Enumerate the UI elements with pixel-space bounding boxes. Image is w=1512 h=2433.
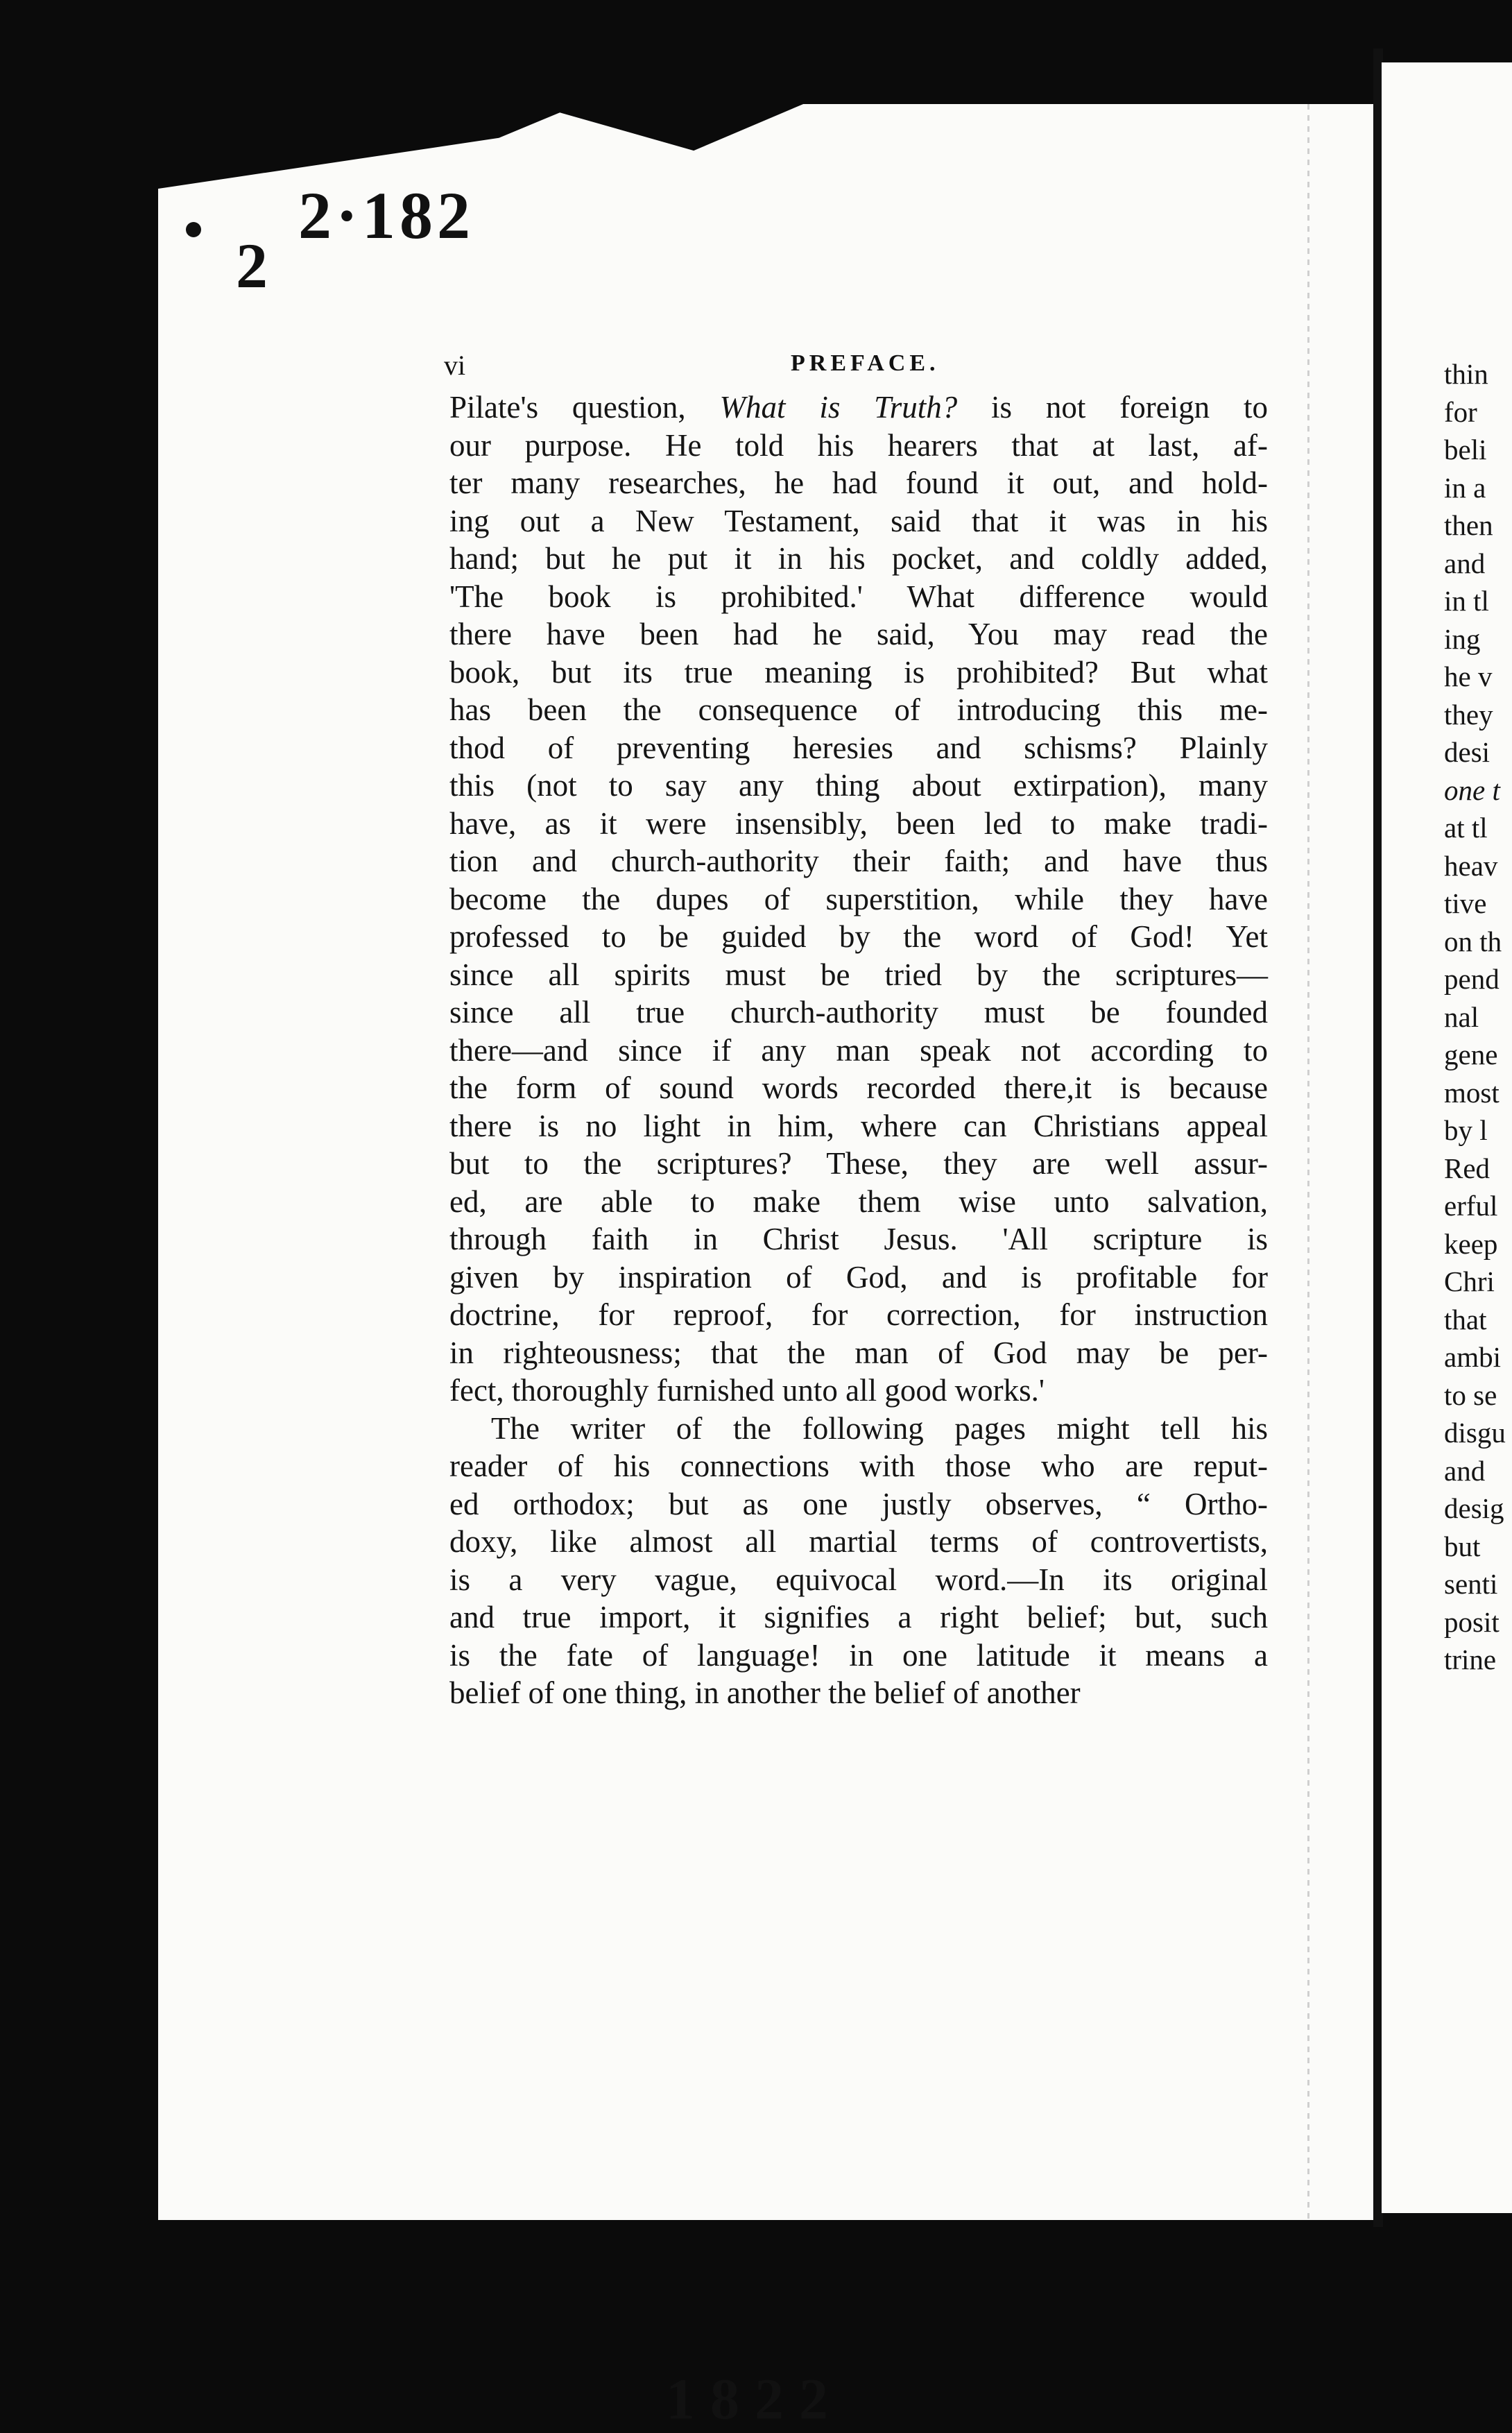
text-line: since all spirits must be tried by the scriptures— xyxy=(449,957,1268,992)
text-line: our purpose. He told his hearers that at last, af- xyxy=(449,427,1268,463)
page-number: vi xyxy=(444,350,466,381)
facing-page-text-fragments xyxy=(1444,355,1506,1679)
text-line: belief of one thing, in another the belief of another xyxy=(449,1675,1081,1710)
text-line: there is no light in him, where can Christians appeal xyxy=(449,1108,1268,1143)
handwritten-mark-top: 2·182 xyxy=(298,178,475,253)
fragment-line: disgu xyxy=(1444,1417,1506,1449)
fragment-line: pend xyxy=(1444,963,1500,995)
text-line: is a very vague, equivocal word.—In its original xyxy=(449,1562,1268,1597)
text-line: there have been had he said, You may read the xyxy=(449,617,1268,651)
fragment-line: for xyxy=(1444,395,1477,428)
ink-dot xyxy=(186,222,201,237)
text-line: doctrine, for reproof, for correction, for instruction xyxy=(449,1297,1268,1332)
text-line: professed to be guided by the word of God! Yet xyxy=(449,919,1268,954)
handwritten-mark-bottom: 1822 xyxy=(666,2367,843,2432)
fragment-line: ambi xyxy=(1444,1341,1501,1373)
fragment-line: trine xyxy=(1444,1644,1497,1675)
text-line: ing out a New Testament, said that it was in his xyxy=(449,503,1268,538)
text-line: hand; but he put it in his pocket, and coldly added, xyxy=(449,541,1268,576)
text-line: is the fate of language! in one latitude it means a xyxy=(449,1637,1268,1673)
text-line: Pilate's question, What is Truth? is not foreign to xyxy=(449,390,1268,425)
text-line: doxy, like almost all martial terms of controvertists, xyxy=(449,1524,1268,1559)
text-line: become the dupes of superstition, while they have xyxy=(449,881,1268,916)
text-line: tion and church-authority their faith; and have thus xyxy=(449,844,1268,878)
fragment-line: and xyxy=(1444,547,1486,579)
text-line: thod of preventing heresies and schisms? Plainly xyxy=(449,730,1268,765)
fragment-line: Chri xyxy=(1444,1265,1495,1297)
fragment-line: in a xyxy=(1444,471,1486,504)
fragment-line: ing xyxy=(1444,622,1481,655)
fragment-line: nal xyxy=(1444,1000,1479,1033)
fragment-line: they xyxy=(1444,698,1493,731)
text-line: through faith in Christ Jesus. 'All scripture is xyxy=(449,1222,1268,1256)
fragment-line: by l xyxy=(1444,1114,1488,1146)
fragment-line: posit xyxy=(1444,1605,1500,1638)
text-line: The writer of the following pages might tell his xyxy=(491,1410,1268,1446)
text-line: ter many researches, he had found it out, and hold- xyxy=(449,466,1268,500)
text-line: and true import, it signifies a right belief; but, such xyxy=(449,1600,1268,1634)
fragment-line: and xyxy=(1444,1454,1486,1487)
text-line: have, as it were insensibly, been led to make tradi- xyxy=(449,805,1268,841)
fragment-line: desi xyxy=(1444,736,1490,768)
fragment-line: that xyxy=(1444,1303,1487,1335)
text-line: since all true church-authority must be founded xyxy=(449,995,1268,1030)
fragment-line: one t xyxy=(1444,774,1500,806)
fragment-line: beli xyxy=(1444,434,1487,466)
text-line: in righteousness; that the man of God may be per- xyxy=(449,1335,1268,1370)
text-line: given by inspiration of God, and is profitable for xyxy=(449,1259,1268,1295)
preface-body-text xyxy=(449,389,1268,1712)
fragment-line: he v xyxy=(1444,660,1493,692)
fragment-line: thin xyxy=(1444,358,1488,390)
fragment-line: then xyxy=(1444,509,1493,541)
fragment-line: gene xyxy=(1444,1039,1498,1070)
fragment-line: keep xyxy=(1444,1227,1498,1260)
fragment-line: erful xyxy=(1444,1190,1498,1222)
text-line: there—and since if any man speak not according to xyxy=(449,1032,1268,1068)
handwritten-mark-side: 2 xyxy=(236,230,268,301)
text-line: this (not to say any thing about extirpation), many xyxy=(449,768,1268,803)
fragment-line: but xyxy=(1444,1530,1481,1562)
text-line: ed, are able to make them wise unto salvation, xyxy=(449,1184,1268,1219)
fragment-line: to se xyxy=(1444,1378,1497,1411)
fragment-line: on th xyxy=(1444,925,1502,957)
fragment-line: in tl xyxy=(1444,585,1489,617)
fragment-line: desig xyxy=(1444,1492,1504,1524)
text-line: ed orthodox; but as one justly observes, “ Ortho- xyxy=(449,1486,1268,1521)
fragment-line: senti xyxy=(1444,1568,1498,1600)
text-line: the form of sound words recorded there,it is because xyxy=(449,1070,1268,1105)
text-line: book, but its true meaning is prohibited? But what xyxy=(449,654,1268,690)
fragment-line: heav xyxy=(1444,849,1498,882)
text-line: 'The book is prohibited.' What difference would xyxy=(449,579,1268,614)
italic-phrase: What is Truth? xyxy=(719,390,958,425)
running-head: PREFACE. xyxy=(791,350,940,376)
text-line: has been the consequence of introducing this me- xyxy=(449,692,1268,727)
text-line: fect, thoroughly furnished unto all good works.' xyxy=(449,1373,1045,1408)
fragment-line: tive xyxy=(1444,887,1487,919)
fragment-line: at tl xyxy=(1444,812,1488,844)
fragment-line: Red xyxy=(1444,1152,1490,1184)
fragment-line: most xyxy=(1444,1076,1500,1109)
text-line: reader of his connections with those who are reput- xyxy=(449,1449,1268,1483)
text-line: but to the scriptures? These, they are well assur- xyxy=(449,1146,1268,1181)
